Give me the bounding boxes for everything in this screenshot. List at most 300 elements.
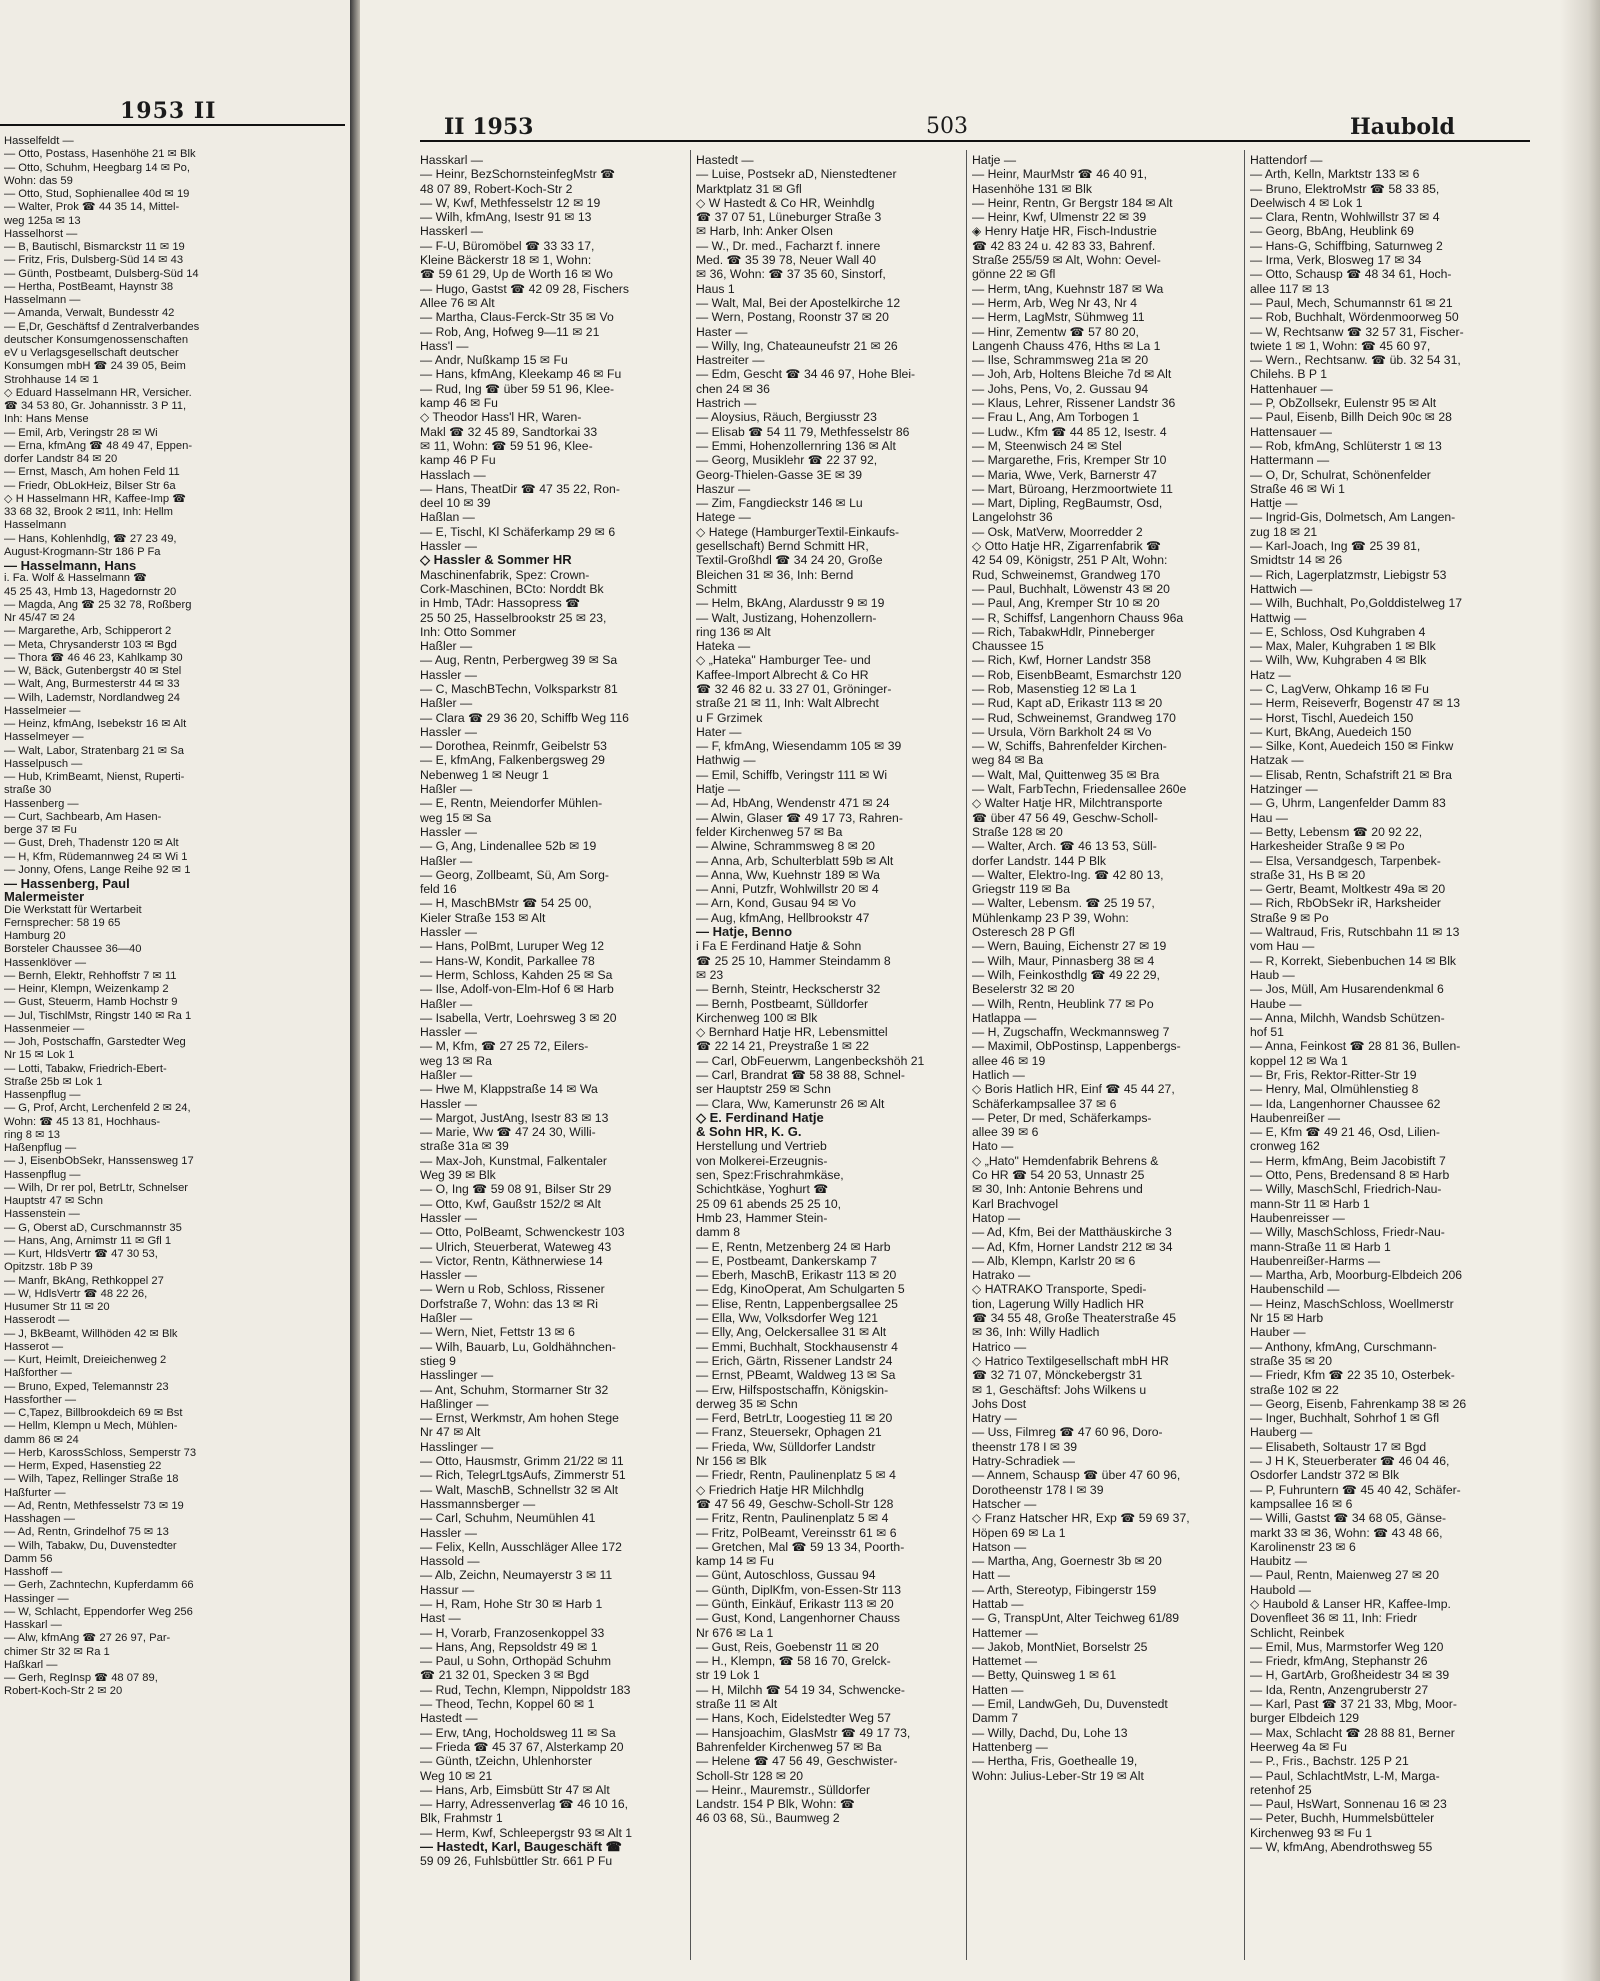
directory-entry: ◇ „Hateka" Hamburger Tee- und [696,653,871,668]
directory-entry: Chaussee 15 [972,639,1044,654]
directory-entry: Chilehs. B P 1 [1250,367,1328,382]
directory-entry: Hattendorf — [1250,153,1323,167]
directory-entry: Cork-Maschinen, BCto: Norddt Bk [420,581,604,596]
directory-entry: straße 31a ✉ 39 [420,1139,509,1154]
directory-entry: — Otto, Pens, Bredensand 8 ✉ Harb [1250,1168,1450,1183]
directory-entry: — Heinr., Mauremstr., Sülldorfer [696,1782,871,1797]
directory-entry: koppel 12 ✉ Wa 1 [1250,1053,1348,1068]
directory-entry: — G, Uhrm, Langenfelder Damm 83 [1250,796,1446,811]
directory-entry: Straße 46 ✉ Wi 1 [1250,481,1345,496]
directory-entry: kamp 46 ✉ Fu [420,396,498,411]
directory-entry: — Hans-G, Schiffbing, Saturnweg 2 [1250,238,1443,253]
directory-entry: — Alb, Klempn, Karlstr 20 ✉ 6 [972,1253,1136,1268]
directory-entry: — Georg, BbAng, Heublink 69 [1250,224,1414,239]
directory-entry: Haßkarl — [4,1658,58,1671]
directory-entry: — Wern, Niet, Fettstr 13 ✉ 6 [420,1325,575,1340]
directory-entry: — Hellm, Klempn u Mech, Mühlen- [4,1420,178,1433]
directory-entry: — Alw, kfmAng ☎ 27 26 97, Par- [4,1632,171,1645]
directory-entry: hof 51 [1250,1025,1284,1040]
directory-entry: — E, Tischl, Kl Schäferkamp 29 ✉ 6 [420,524,616,539]
directory-entry: Hattwig — [1250,610,1307,625]
directory-entry: — Otto, Stud, Sophienallee 40d ✉ 19 [4,188,190,200]
directory-entry: — Walt, Justizang, Hohenzollern- [696,610,877,625]
directory-entry: ◇ Hassler & Sommer HR [420,553,572,568]
directory-entry: Hastedt — [696,153,754,167]
directory-entry: Marktplatz 31 ✉ Gfl [696,181,802,196]
directory-entry: — Gertr, Beamt, Moltkestr 49a ✉ 20 [1250,882,1446,897]
directory-entry: weg 13 ✉ Ra [420,1053,492,1068]
directory-entry: — Wilh, Feinkosthdlg ☎ 49 22 29, [972,967,1160,982]
directory-entry: Hatrako — [972,1268,1031,1283]
directory-entry: Fernsprecher: 58 19 65 [4,916,121,929]
directory-entry: gesellschaft) Bernd Schmitt HR, [696,539,869,554]
directory-entry: theenstr 178 I ✉ 39 [972,1439,1078,1454]
directory-entry: Haus 1 [696,281,735,296]
directory-entry: — Frieda ☎ 45 37 67, Alsterkamp 20 [420,1739,624,1754]
directory-entry: kamp 14 ✉ Fu [696,1554,774,1569]
directory-entry: eV u Verlagsgesellschaft deutscher [4,347,179,359]
directory-entry: — Wilh, kfmAng, Isestr 91 ✉ 13 [420,210,592,225]
directory-entry: Hassenpflug — [4,1089,81,1101]
directory-entry: — Inger, Buchhalt, Sohrhof 1 ✉ Gfl [1250,1411,1440,1426]
directory-entry: — Wilh, Tabakw, Du, Duvenstedter [4,1539,177,1552]
directory-entry: — Kurt, Heimlt, Dreieichenweg 2 [4,1354,167,1366]
directory-entry: Haßler — [420,782,473,797]
directory-entry: — Betty, Lebensm ☎ 20 92 22, [1250,824,1423,839]
directory-entry: Hattenberg — [972,1739,1048,1754]
directory-entry: Robert-Koch-Str 2 ✉ 20 [4,1685,123,1698]
directory-entry: — Wilh, Lademstr, Nordlandweg 24 [4,691,180,704]
directory-entry: Hauptstr 47 ✉ Schn [4,1195,103,1207]
directory-entry: — W, Kwf, Methfesselstr 12 ✉ 19 [420,195,601,210]
directory-entry: kamp 46 P Fu [420,453,496,468]
directory-entry: — Bruno, Exped, Telemannstr 23 [4,1380,169,1393]
directory-entry: — M, Kfm, ☎ 27 25 72, Eilers- [420,1039,589,1054]
column-divider [1244,150,1245,1960]
directory-column-3 [972,153,1240,1783]
directory-entry: — Br, Fris, Rektor-Ritter-Str 19 [1250,1068,1417,1082]
directory-entry: — Bruno, ElektroMstr ☎ 58 33 85, [1250,181,1440,196]
directory-entry: 45 25 43, Hmb 13, Hagedornstr 20 [4,585,177,598]
directory-entry: — Bernh, Steintr, Heckscherstr 32 [696,982,881,997]
directory-entry: — Walt, Labor, Stratenbarg 21 ✉ Sa [4,744,184,757]
directory-entry: — Bernh, Elektr, Rehhoffstr 7 ✉ 11 [4,969,177,982]
directory-entry: Harkesheider Straße 9 ✉ Po [1250,839,1405,854]
directory-entry: Hater — [696,724,742,739]
directory-entry: — Gerh, RegInsp ☎ 48 07 89, [4,1672,158,1684]
directory-entry: Hassler — [420,667,477,682]
directory-entry: — Rich, TabakwHdlr, Pinneberger [972,624,1155,639]
directory-entry: Co HR ☎ 54 20 53, Unnastr 25 [972,1168,1145,1183]
directory-entry: Dorfstraße 7, Wohn: das 13 ✉ Ri [420,1296,598,1311]
directory-entry: ✉ 36, Inh: Willy Hadlich [972,1325,1100,1340]
directory-entry: — Karl, Past ☎ 37 21 33, Mbg, Moor- [1250,1697,1457,1712]
directory-entry: — Rich, RbObSekr iR, Harksheider [1250,896,1441,911]
directory-entry: — Aug, Rentn, Perbergweg 39 ✉ Sa [420,653,618,668]
directory-entry: Haßforther — [4,1367,72,1380]
directory-entry: Hatt — [972,1568,1010,1583]
directory-entry: — Karl-Joach, Ing ☎ 25 39 81, [1250,539,1421,554]
directory-entry: Haßlinger — [420,1396,489,1411]
directory-entry: Hassforther — [4,1393,77,1406]
directory-entry: — Günth, tZeichn, Uhlenhorster [420,1754,593,1769]
directory-entry: — Max, Schlacht ☎ 28 88 81, Berner [1250,1725,1455,1740]
directory-entry: Karolinenstr 23 ✉ 6 [1250,1539,1356,1554]
directory-entry: markt 33 ✉ 36, Wohn: ☎ 43 48 66, [1250,1525,1443,1540]
directory-entry: ◇ H Hasselmann HR, Kaffee-Imp ☎ [4,492,187,505]
directory-entry: ◇ Otto Hatje HR, Zigarrenfabrik ☎ [972,539,1162,554]
directory-entry: — Kurt, BkAng, Auedeich 150 [1250,724,1412,739]
directory-entry: Hasslinger — [420,1368,494,1383]
directory-entry: — Elisab ☎ 54 11 79, Methfesselstr 86 [696,424,910,439]
directory-entry: — Henry, Mal, Olmühlenstieg 8 [1250,1082,1419,1097]
directory-entry: Hattensauer — [1250,424,1332,439]
directory-entry: — Gretchen, Mal ☎ 59 13 34, Poorth- [696,1539,905,1554]
directory-entry: Heerweg 4a ✉ Fu [1250,1739,1347,1754]
directory-entry: — R, Korrekt, Siebenbuchen 14 ✉ Blk [1250,953,1456,968]
directory-entry: — Heinz, kfmAng, Isebekstr 16 ✉ Alt [4,718,187,730]
directory-entry: ☎ 32 46 82 u. 33 27 01, Gröninger- [696,681,892,696]
directory-entry: Hauberg — [1250,1425,1313,1440]
directory-entry: Hasselmeier — [4,704,81,717]
directory-entry: — Ferd, BetrLtr, Loogestieg 11 ✉ 20 [696,1411,893,1426]
directory-entry: Straße 9 ✉ Po [1250,910,1329,925]
directory-entry: — Willy, Dachd, Du, Lohe 13 [972,1725,1128,1740]
directory-entry: Hattemet — [972,1654,1038,1669]
directory-entry: Straße 25b ✉ Lok 1 [4,1075,103,1088]
directory-entry: — Frieda, Ww, Sülldorfer Landstr [696,1439,876,1454]
directory-entry: — Rud, Ing ☎ über 59 51 96, Klee- [420,381,615,396]
directory-entry: — P., Fris., Bachstr. 125 P 21 [1250,1754,1409,1769]
directory-entry: Hassenpflug — [4,1168,81,1181]
directory-entry: Textil-Großhdl ☎ 34 24 20, Große [696,553,883,568]
directory-entry: — Thora ☎ 46 46 23, Kahlkamp 30 [4,651,183,664]
directory-entry: ☎ 34 55 48, Große Theaterstraße 45 [972,1311,1176,1326]
directory-entry: — Rob, Masenstieg 12 ✉ La 1 [972,681,1137,696]
directory-entry: allee 46 ✉ 19 [972,1053,1046,1068]
directory-entry: ◇ Franz Hatscher HR, Exp ☎ 59 69 37, [972,1511,1190,1526]
directory-entry: — Wilh, Tapez, Rellinger Straße 18 [4,1473,179,1486]
directory-entry: Hasslinger — [420,1439,494,1454]
directory-entry: — W., Dr. med., Facharzt f. innere [696,238,881,253]
directory-entry: Hasskarl — [4,1619,62,1631]
directory-entry: — Paul, u Sohn, Orthopäd Schuhm [420,1654,612,1669]
directory-entry: Haster — [696,324,748,339]
directory-entry: — Wern., Rechtsanw. ☎ üb. 32 54 31, [1250,353,1461,368]
directory-entry: Haubold — [1250,1582,1311,1597]
directory-entry: Langenh Chauss 476, Hths ✉ La 1 [972,338,1161,353]
directory-entry: Osteresch 28 P Gfl [972,925,1075,940]
directory-entry: — H, Zugschaffn, Weckmannsweg 7 [972,1025,1170,1040]
directory-entry: — Hans, kfmAng, Kleekamp 46 ✉ Fu [420,367,622,382]
directory-entry: Die Werkstatt für Wertarbeit [4,903,142,916]
directory-entry: burger Elbdeich 129 [1250,1711,1360,1726]
directory-entry: Hassler — [420,1025,477,1040]
directory-entry: Hassenstein — [4,1208,80,1221]
directory-entry: ◇ E. Ferdinand Hatje [696,1110,824,1125]
directory-entry: — Ernst, Werkmstr, Am hohen Stege [420,1411,619,1426]
directory-entry: — Helm, BkAng, Alardusstr 9 ✉ 19 [696,596,885,611]
directory-entry: — Gust, Dreh, Thadenstr 120 ✉ Alt [4,837,179,850]
directory-entry: Opitzstr. 18b P 39 [4,1261,93,1274]
directory-entry: — Georg, Eisenb, Fahrenkamp 38 ✉ 26 [1250,1396,1467,1411]
directory-entry: — Georg, Zollbeamt, Sü, Am Sorg- [420,867,609,882]
directory-entry: — Herm, kfmAng, Beim Jacobistift 7 [1250,1153,1446,1168]
directory-entry: Bahrenfelder Kirchenweg 57 ✉ Ba [696,1739,882,1754]
directory-entry: — Ursula, Vörn Barkholt 24 ✉ Vo [972,724,1152,739]
directory-entry: Hasshagen — [4,1513,75,1525]
directory-entry: straße 31, Hs B ✉ 20 [1250,867,1366,882]
directory-entry: Karl Brachvogel [972,1196,1059,1211]
directory-entry: Damm 7 [972,1711,1019,1726]
directory-entry: — H, Kfm, Rüdemannweg 24 ✉ Wi 1 [4,850,188,863]
directory-entry: — Peter, Buchh, Hummelsbütteler [1250,1811,1435,1826]
directory-entry: — Martha, Ang, Goernestr 3b ✉ 20 [972,1554,1162,1569]
directory-entry: — Aloysius, Räuch, Bergiusstr 23 [696,410,877,425]
directory-entry: — G, TranspUnt, Alter Teichweg 61/89 [972,1611,1180,1626]
directory-entry: — Hasselmann, Hans [4,559,137,573]
directory-entry: Hatje — [972,153,1017,167]
directory-entry: Hatrico — [972,1339,1027,1354]
directory-entry: ◇ Walter Hatje HR, Milchtransporte [972,796,1163,811]
directory-entry: deel 10 ✉ 39 [420,496,491,511]
directory-entry: — W, Schiffs, Bahrenfelder Kirchen- [972,739,1167,754]
directory-entry: gönne 22 ✉ Gfl [972,267,1056,282]
directory-entry: — F, kfmAng, Wiesendamm 105 ✉ 39 [696,739,902,754]
directory-entry: Weg 39 ✉ Blk [420,1168,496,1183]
directory-entry: — Otto, PolBeamt, Schwenckestr 103 [420,1225,625,1240]
directory-entry: — Margarethe, Fris, Kremper Str 10 [972,453,1167,468]
directory-entry: — Marie, Ww ☎ 47 24 30, Willi- [420,1125,596,1140]
directory-entry: Hatson — [972,1539,1027,1554]
directory-entry: damm 8 [696,1225,741,1240]
directory-entry: — Wilh, Bauarb, Lu, Goldhähnchen- [420,1339,616,1354]
directory-entry: Beselerstr 32 ✉ 20 [972,982,1075,997]
directory-entry: — C, MaschBTechn, Volksparkstr 81 [420,681,618,696]
directory-entry: vom Hau — [1250,939,1315,954]
directory-entry: — Isabella, Vertr, Loehrsweg 3 ✉ 20 [420,1010,617,1025]
page-number: 503 [926,114,968,139]
directory-entry: — Herm, Schloss, Kahden 25 ✉ Sa [420,967,613,982]
directory-entry: Damm 56 [4,1552,53,1565]
directory-entry: — Hans, Koch, Eidelstedter Weg 57 [696,1711,891,1726]
directory-entry: — Wern u Rob, Schloss, Rissener [420,1282,605,1297]
directory-entry: weg 125a ✉ 13 [4,214,81,227]
directory-entry: — Rich, TelegrLtgsAufs, Zimmerstr 51 [420,1468,626,1483]
directory-entry: cronweg 162 [1250,1139,1320,1154]
directory-entry: — Otto, Hausmstr, Grimm 21/22 ✉ 11 [420,1454,624,1469]
directory-entry: Hassler — [420,1268,477,1283]
directory-entry: ◇ W Hastedt & Co HR, Weinhdlg [696,195,875,210]
directory-entry: Kaffee-Import Albrecht & Co HR [696,667,869,682]
directory-entry: Bleichen 31 ✉ 36, Inh: Bernd [696,567,854,582]
directory-entry: — Wilh, Buchhalt, Po,Golddistelweg 17 [1250,596,1463,611]
directory-entry: — Hansjoachim, GlasMstr ☎ 49 17 73, [696,1725,911,1740]
directory-entry: deutscher Konsumgenossenschaften [4,333,189,346]
directory-entry: Haßler — [420,639,473,654]
directory-entry: — Wilh, Rentn, Heublink 77 ✉ Po [972,996,1154,1011]
directory-entry: — P, ObZollsekr, Eulenstr 95 ✉ Alt [1250,396,1437,411]
directory-entry: i. Fa. Wolf & Hasselmann ☎ [4,572,148,585]
directory-entry: — Carl, ObFeuerwm, Langenbeckshöh 21 [696,1053,925,1068]
directory-entry: Nr 15 ✉ Lok 1 [4,1049,75,1062]
directory-entry: — Elisabeth, Soltaustr 17 ✉ Bgd [1250,1439,1427,1454]
directory-entry: — Heinr, MaurMstr ☎ 46 40 91, [972,167,1148,182]
directory-entry: straße 102 ✉ 22 [1250,1382,1339,1397]
directory-entry: — Friedr, Kfm ☎ 22 35 10, Osterbek- [1250,1368,1455,1383]
directory-entry: Inh: Otto Sommer [420,624,517,639]
directory-entry: — Clara, Ww, Kamerunstr 26 ✉ Alt [696,1096,885,1111]
directory-entry: weg 84 ✉ Ba [972,753,1044,768]
directory-entry: Landstr. 154 P Blk, Wohn: ☎ [696,1797,856,1812]
directory-entry: — Hans-W, Kondit, Parkallee 78 [420,953,595,968]
directory-entry: — Johs, Pens, Vo, 2. Gussau 94 [972,381,1149,396]
directory-entry: Haubenreißer-Harms — [1250,1253,1381,1268]
directory-entry: — E, Schloss, Osd Kuhgraben 4 [1250,624,1426,639]
directory-entry: Hatscher — [972,1496,1037,1511]
directory-entry: Blk, Frahmstr 1 [420,1811,503,1826]
directory-entry: Haub — [1250,967,1295,982]
directory-entry: Hasserodt — [4,1314,70,1327]
left-page-header: 1953 II [120,98,217,124]
directory-entry: mann-Straße 11 ✉ Harb 1 [1250,1239,1391,1254]
directory-entry: — Ad, HbAng, Wendenstr 471 ✉ 24 [696,796,890,811]
directory-column-4 [1250,153,1530,1854]
directory-entry: — Rob, Buchhalt, Wördenmoorweg 50 [1250,310,1459,325]
directory-entry: — Ernst, Masch, Am hohen Feld 11 [4,466,180,479]
directory-entry: — Walt, MaschB, Schnellstr 32 ✉ Alt [420,1482,619,1497]
directory-entry: str 19 Lok 1 [696,1668,760,1683]
directory-entry: Haubenreisser — [1250,1210,1345,1225]
directory-entry: chen 24 ✉ 36 [696,381,770,396]
directory-entry: Dorotheenstr 178 I ✉ 39 [972,1482,1104,1497]
directory-entry: — Anna, Milchh, Wandsb Schützen- [1250,1010,1445,1025]
directory-entry: — Frau L, Ang, Am Torbogen 1 [972,410,1140,425]
directory-entry: straße 30 [4,784,52,797]
directory-entry: — C, LagVerw, Ohkamp 16 ✉ Fu [1250,681,1429,696]
directory-entry: — Herm, Exped, Hasenstieg 22 [4,1460,162,1472]
directory-entry: Langelohstr 36 [972,510,1053,525]
directory-entry: — Amanda, Verwalt, Bundesstr 42 [4,307,175,320]
directory-entry: ◇ Friedrich Hatje HR Milchhdlg [696,1482,864,1497]
directory-entry: — E, Rentn, Metzenberg 24 ✉ Harb [696,1239,891,1254]
directory-entry: Hmb 23, Hammer Stein- [696,1210,828,1225]
directory-entry: weg 15 ✉ Sa [420,810,492,825]
directory-entry: Hattermann — [1250,453,1330,468]
directory-entry: 48 07 89, Robert-Koch-Str 2 [420,181,573,196]
directory-entry: — Ant, Schuhm, Stormarner Str 32 [420,1382,609,1397]
directory-entry: Haßler — [420,853,473,868]
directory-entry: Hatz — [1250,667,1291,682]
directory-entry: Hathwig — [696,753,756,768]
directory-entry: — Wilh, Maur, Pinnasberg 38 ✉ 4 [972,953,1155,968]
directory-entry: — Herb, KarossSchloss, Semperstr 73 [4,1446,197,1459]
directory-entry: Scholl-Str 128 ✉ 20 [696,1768,804,1783]
directory-entry: Hasselfeldt — [4,135,74,147]
directory-entry: & Sohn HR, K. G. [696,1125,802,1140]
directory-entry: ✉ 30, Inh: Antonie Behrens und [972,1182,1143,1197]
directory-entry: Osdorfer Landstr 372 ✉ Blk [1250,1468,1400,1483]
directory-entry: Malermeister [4,890,85,904]
directory-entry: Hastedt — [420,1711,478,1726]
directory-entry: — Erna, kfmAng ☎ 48 49 47, Eppen- [4,439,193,452]
directory-entry: ◇ Theodor Hass'l HR, Waren- [420,410,582,425]
directory-entry: — Walt, FarbTechn, Friedensallee 260e [972,782,1187,797]
directory-entry: Nr 676 ✉ La 1 [696,1625,774,1640]
directory-entry: Nebenweg 1 ✉ Neugr 1 [420,767,549,782]
directory-entry: Nr 47 ✉ Alt [420,1425,481,1440]
directory-entry: Hatry-Schradiek — [972,1454,1075,1469]
directory-entry: — Zim, Fangdieckstr 146 ✉ Lu [696,496,863,511]
directory-entry: Hattje — [1250,496,1298,511]
directory-entry: 25 09 61 abends 25 25 10, [696,1196,842,1211]
directory-entry: — Friedr, kfmAng, Stephanstr 26 [1250,1654,1428,1669]
directory-entry: — Annem, Schausp ☎ über 47 60 96, [972,1468,1181,1483]
directory-entry: ☎ 32 71 07, Mönckebergstr 31 [972,1368,1143,1383]
directory-entry: — Walter, Arch. ☎ 46 13 53, Süll- [972,839,1157,854]
directory-entry: — Hans, Arb, Eimsbütt Str 47 ✉ Alt [420,1782,610,1797]
directory-entry: — Jakob, MontNiet, Borselstr 25 [972,1639,1148,1654]
directory-entry: — Hastedt, Karl, Baugeschäft ☎ [420,1840,622,1855]
header-rule [0,124,345,126]
directory-entry: — Ernst, PBeamt, Waldweg 13 ✉ Sa [696,1368,896,1383]
directory-entry: — Walter, Lebensm. ☎ 25 19 57, [972,896,1155,911]
directory-entry: — Erw, tAng, Hocholdsweg 11 ✉ Sa [420,1725,616,1740]
directory-entry: ◇ „Hato" Hemdenfabrik Behrens & [972,1153,1159,1168]
directory-entry: — B, Bautischl, Bismarckstr 11 ✉ 19 [4,241,185,253]
directory-entry: — Ad, Rentn, Grindelhof 75 ✉ 13 [4,1526,169,1539]
directory-entry: — Ilse, Adolf-von-Elm-Hof 6 ✉ Harb [420,982,614,997]
right-page [360,0,1600,1981]
directory-entry: — Elly, Ang, Oelckersallee 31 ✉ Alt [696,1325,887,1340]
directory-entry: ☎ 25 25 10, Hammer Steindamm 8 [696,953,891,968]
directory-entry: Allee 76 ✉ Alt [420,295,495,310]
directory-entry: — Ella, Ww, Volksdorfer Weg 121 [696,1311,878,1326]
directory-entry: — Elsa, Versandgesch, Tarpenbek- [1250,853,1441,868]
directory-entry: — Joh, Arb, Holtens Bleiche 7d ✉ Alt [972,367,1172,382]
left-page [0,0,350,1981]
directory-entry: — Mart, Büroang, Herzmoortwiete 11 [972,481,1173,496]
directory-entry: straße 35 ✉ 20 [1250,1353,1333,1368]
directory-entry: Hastreiter — [696,353,765,368]
directory-entry: — Willi, Gastst ☎ 34 68 05, Gänse- [1250,1511,1447,1526]
directory-entry: Hatlich — [972,1068,1025,1082]
directory-entry: ring 8 ✉ 13 [4,1128,61,1141]
directory-entry: — Hinr, Zementw ☎ 57 80 20, [972,324,1139,339]
directory-entry: — Fritz, Fris, Dulsberg-Süd 14 ✉ 43 [4,254,184,267]
directory-entry: — Fritz, PolBeamt, Vereinsstr 61 ✉ 6 [696,1525,897,1540]
directory-entry: — Rud, Kapt aD, Erikastr 113 ✉ 20 [972,696,1163,711]
directory-entry: Hasserot — [4,1340,64,1353]
directory-entry: Haßlan — [420,510,475,525]
directory-entry: 33 68 32, Brook 2 ✉11, Inh: Hellm [4,506,173,518]
running-head: Haubold [1350,114,1455,140]
directory-entry: — J H K, Steuerberater ☎ 46 04 46, [1250,1454,1450,1469]
directory-entry: Maschinenfabrik, Spez: Crown- [420,567,590,582]
directory-entry: Weg 10 ✉ 21 [420,1768,493,1783]
directory-entry: — Edm, Gescht ☎ 34 46 97, Hohe Blei- [696,367,916,382]
directory-entry: — Hans, PolBmt, Luruper Weg 12 [420,939,605,954]
directory-entry: Hattwich — [1250,581,1313,596]
directory-entry: — H., Klempn, ☎ 58 16 70, Grelck- [696,1654,891,1669]
directory-entry: — Rud, Techn, Klempn, Nippoldstr 183 [420,1682,631,1697]
directory-entry: Hatzinger — [1250,782,1318,797]
directory-entry: — Paul, Rentn, Maienweg 27 ✉ 20 [1250,1568,1440,1583]
column-divider [966,150,967,1960]
directory-entry: — Bernh, Postbeamt, Sülldorfer [696,996,869,1011]
directory-entry: Hassenberg — [4,797,79,810]
directory-entry: Schlicht, Reinbek [1250,1625,1345,1640]
